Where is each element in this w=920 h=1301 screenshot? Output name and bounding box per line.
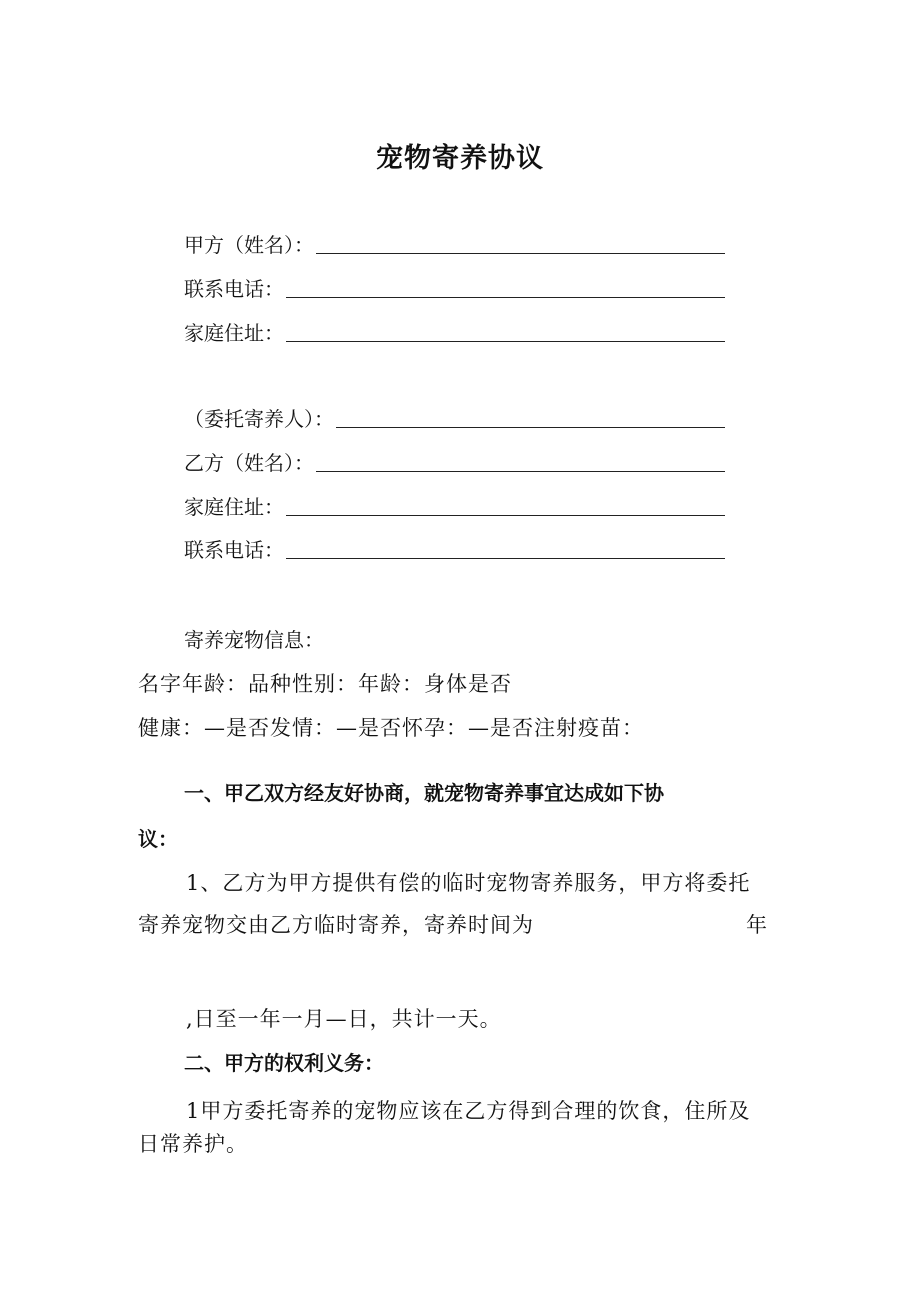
party-b-address-field (184, 490, 725, 520)
party-a-phone-blank[interactable] (286, 275, 725, 298)
section-1-clause-1-year: 年 (746, 913, 768, 937)
party-a-name-label: 甲方（姓名）： (184, 233, 314, 257)
document-title: 宠物寄养协议 (376, 143, 544, 174)
party-b-entrust-blank[interactable] (336, 405, 725, 428)
pet-info-line-2: 健康：—是否发情：—是否怀孕：—是否注射疫苗： (138, 716, 644, 740)
party-a-name-blank[interactable] (316, 231, 725, 254)
party-a-address-label: 家庭住址： (184, 321, 284, 345)
party-a-address-field (184, 316, 725, 346)
section-1-heading: 一、甲乙双方经友好协商，就宠物寄养事宜达成如下协 (184, 781, 664, 805)
party-b-address-blank[interactable] (286, 493, 725, 516)
party-b-name-field (184, 446, 725, 476)
party-a-phone-field (184, 272, 725, 302)
party-a-name-field (184, 228, 725, 258)
party-a-phone-label: 联系电话： (184, 277, 284, 301)
section-1-clause-1-line-3: ,日至一年一月—日，共计一天。 (186, 1007, 502, 1031)
party-b-phone-blank[interactable] (286, 536, 725, 559)
party-b-entrust-field (184, 402, 725, 432)
party-b-phone-field (184, 533, 725, 563)
party-a-address-blank[interactable] (286, 319, 725, 342)
section-1-clause-1-line-1: 1、乙方为甲方提供有偿的临时宠物寄养服务，甲方将委托 (186, 871, 751, 895)
section-2-clause-1-line-2: 日常养护。 (138, 1132, 248, 1156)
party-b-name-blank[interactable] (316, 449, 725, 472)
section-1-heading-cont: 议： (138, 827, 178, 851)
section-2-heading: 二、甲方的权利义务： (184, 1051, 384, 1075)
party-b-address-label: 家庭住址： (184, 495, 284, 519)
section-1-clause-1-line-2: 寄养宠物交由乙方临时寄养，寄养时间为 (138, 913, 534, 937)
pet-info-line-1: 名字年龄：品种性别：年龄：身体是否 (138, 672, 512, 696)
party-b-phone-label: 联系电话： (184, 538, 284, 562)
section-2-clause-1-line-1: 1甲方委托寄养的宠物应该在乙方得到合理的饮食，住所及 (186, 1099, 751, 1123)
pet-info-heading: 寄养宠物信息： (184, 628, 324, 652)
party-b-entrust-label: （委托寄养人）： (184, 407, 334, 431)
party-b-name-label: 乙方（姓名）： (184, 451, 314, 475)
